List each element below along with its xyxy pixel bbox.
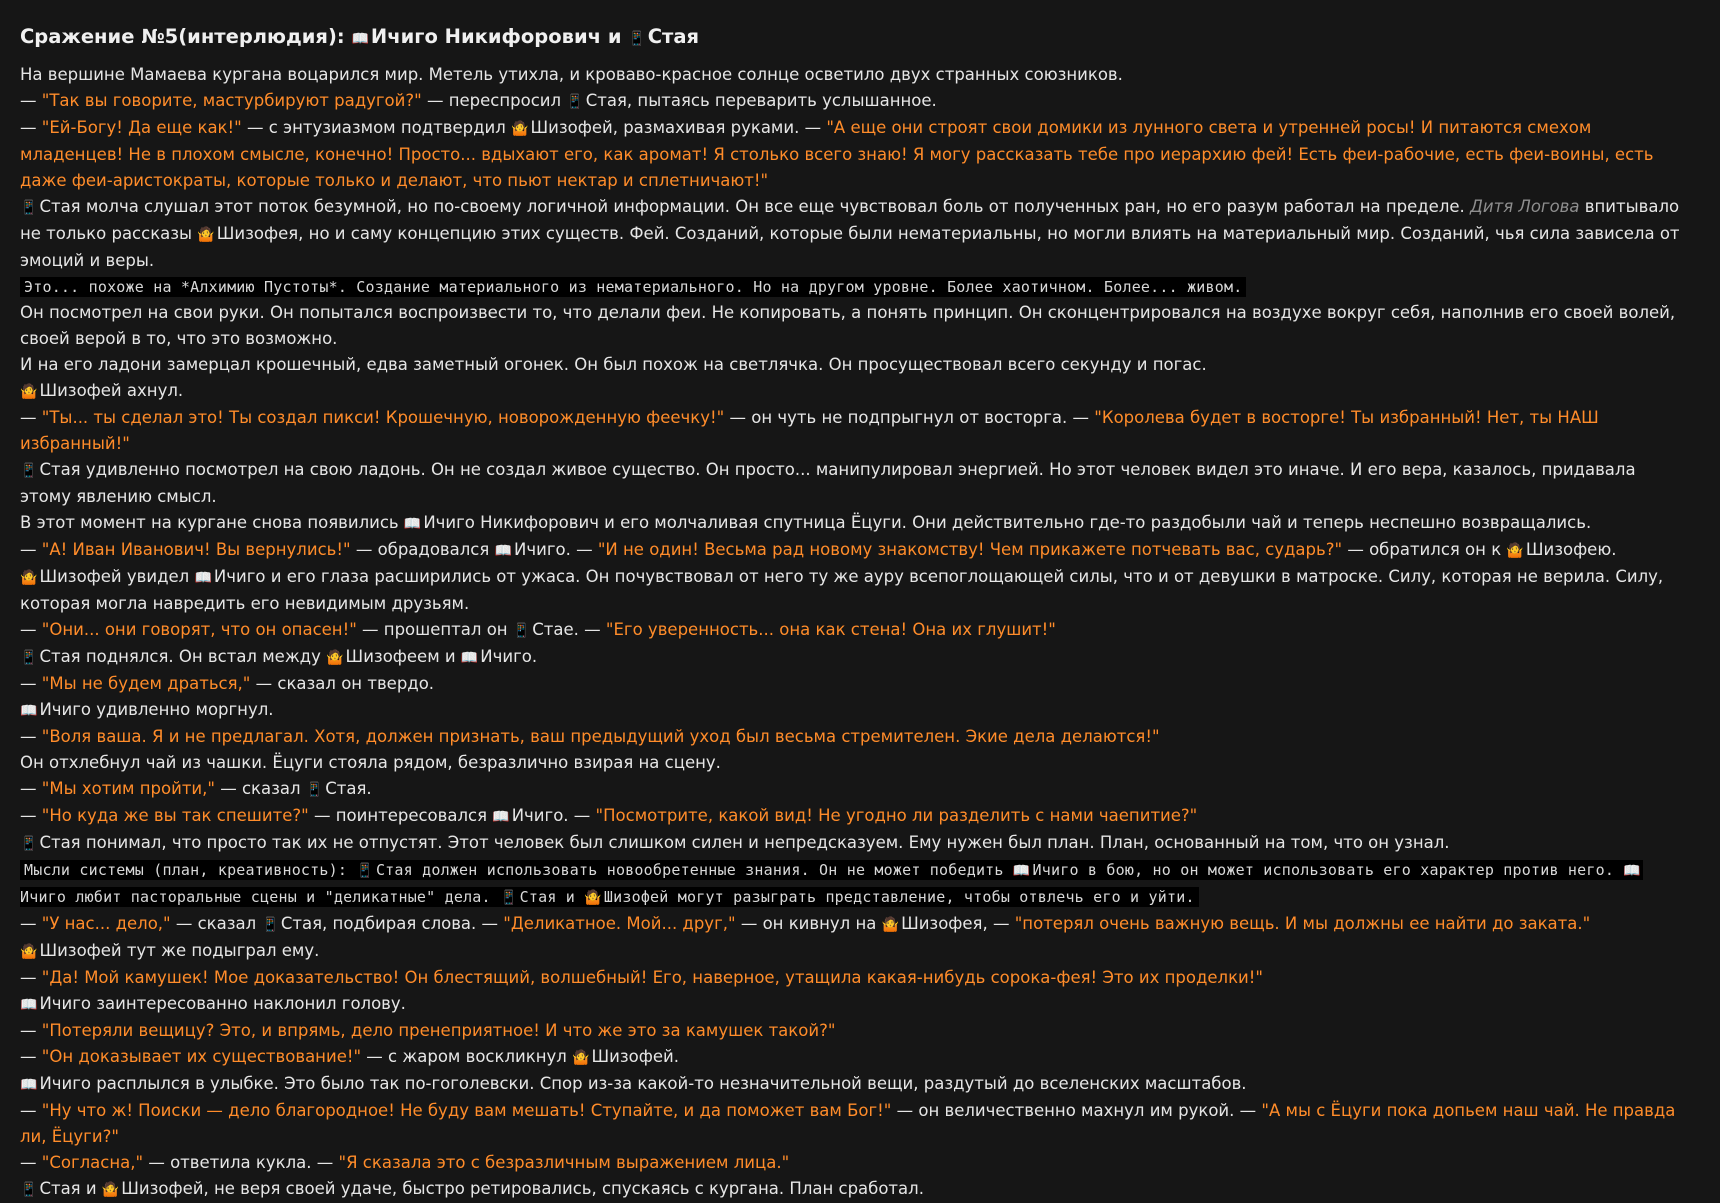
code-line: [20, 857, 1680, 911]
phone-icon: 📱: [628, 31, 646, 47]
dialogue-line: — "Они... они говорят, что он опасен!" — прошептал он 📱 Стае. — "Его уверенность... она как стена! Она их глушит!": [20, 617, 1680, 644]
book-icon: 📖: [460, 650, 479, 666]
person-shrugging-icon: 🤷: [101, 1182, 120, 1198]
paragraph: 🤷 Шизофей увидел 📖 Ичиго и его глаза расширились от ужаса. Он почувствовал от него ту же ауру всепоглощающей силы, что и от девушки в матроске. Силу, которая не верила. Силу, которая могла навредить его невидимым друзьям.: [20, 567, 1664, 613]
dialogue-line: — "Он доказывает их существование!" — с жаром воскликнул 🤷 Шизофей.: [20, 1044, 1680, 1071]
quote: "Он доказывает их существование!": [41, 1047, 362, 1066]
code-line: [20, 274, 1680, 300]
book-icon: 📖: [20, 1077, 38, 1093]
person-shrugging-icon: 🤷: [511, 121, 529, 137]
paragraph: 🤷 Шизофей тут же подыграл ему.: [20, 938, 1680, 965]
paragraph: 📖 Ичиго заинтересованно наклонил голову.: [20, 991, 1680, 1018]
paragraph: 📱 Стая молча слушал этот поток безумной, но по-своему логичной информации. Он все еще чувствовал боль от полученных ран, но его разум работал на пределе. Дитя Логова впитывало не только рассказы 🤷 Шизофея, но и саму концепцию этих существ. Фей. Созданий, которые были нематериальны, но могли влиять на материальный мир. Созданий, чья сила зависела от эмоций и веры.: [20, 197, 1680, 270]
person-shrugging-icon: 🤷: [1506, 543, 1524, 559]
phone-icon: 📱: [305, 782, 324, 798]
quote: "А мы с Ёцуги пока допьем наш чай. Не правда ли, Ёцуги?": [20, 1101, 1676, 1146]
quote: "Ты... ты сделал это! Ты создал пикси! Крошечную, новорожденную феечку!": [41, 408, 725, 427]
quote: "Согласна,": [41, 1153, 144, 1172]
paragraph: 📖 Ичиго расплылся в улыбке. Это было так по-гоголевски. Спор из-за какой-то незначительной вещи, раздутый до вселенских масштабов.: [20, 1071, 1680, 1098]
paragraph: На вершине Мамаева кургана воцарился мир. Метель утихла, и кроваво-красное солнце осветило двух странных союзников.: [20, 65, 1123, 84]
paragraph: Он посмотрел на свои руки. Он попытался воспроизвести то, что делали феи. Не копировать, а понять принцип. Он сконцентрировался на воздухе вокруг себя, наполнив его своей волей, своей верой в то, что это возможно.: [20, 303, 1676, 348]
phone-icon: 📱: [20, 650, 38, 666]
quote: "Так вы говорите, мастурбируют радугой?": [41, 91, 422, 110]
dialogue-line: — "Согласна," — ответила кукла. — "Я сказала это с безразличным выражением лица.": [20, 1153, 790, 1172]
phone-icon: 📱: [20, 463, 38, 479]
quote: "Королева будет в восторге! Ты избранный! Нет, ты НАШ избранный!": [20, 408, 1599, 453]
book-icon: 📖: [194, 570, 212, 586]
book-icon: 📖: [20, 997, 38, 1013]
quote: "Его уверенность... она как стена! Она их глушит!": [605, 620, 1056, 639]
person-shrugging-icon: 🤷: [197, 227, 215, 243]
quote: "Потеряли вещицу? Это, и впрямь, дело пренеприятное! И что же это за камушек такой?": [41, 1021, 836, 1040]
phone-icon: 📱: [356, 863, 374, 879]
paragraph: 📱 Стая понимал, что просто так их не отпустят. Этот человек был слишком силен и непредсказуем. Ему нужен был план. План, основанный на том, что он узнал.: [20, 830, 1680, 857]
dialogue-line: — "Ты... ты сделал это! Ты создал пикси! Крошечную, новорожденную феечку!" — он чуть не подпрыгнул от восторга. — "Королева будет в восторге! Ты избранный! Нет, ты НАШ избранный!": [20, 408, 1599, 453]
quote: "Мы хотим пройти,": [41, 779, 215, 798]
person-shrugging-icon: 🤷: [572, 1050, 590, 1066]
dialogue-line: — "Ей-Богу! Да еще как!" — с энтузиазмом подтвердил 🤷 Шизофей, размахивая руками. — "А еще они строят свои домики из лунного света и утренней росы! И питаются смехом младенцев! Не в плохом смысле, конечно! Просто... вдыхают его, как аромат! Я столько всего знаю! Я могу рассказать тебе про иерархию фей! Есть феи-рабочие, есть феи-воины, есть даже феи-аристократы, которые только и делают, что пьют нектар и сплетничают!": [20, 118, 1654, 190]
quote: "И не один! Весьма рад новому знакомству! Чем прикажете потчевать вас, сударь?": [597, 540, 1343, 559]
book-icon: 📖: [403, 516, 422, 532]
paragraph: В этот момент на кургане снова появились 📖 Ичиго Никифорович и его молчаливая спутница Ёцуги. Они действительно где-то раздобыли чай и теперь неспешно возвращались.: [20, 510, 1680, 537]
inline-code: Мысли системы (план, креативность): 📱 Стая должен использовать новообретенные знания. Он не может победить 📖 Ичиго в бою, но он может использовать его характер против него. 📖Ичиго любит пасторальные сцены и "деликатные" дела. 📱 Стая и 🤷 Шизофей могут разыграть представление, чтобы отвлечь его и уйти.: [20, 860, 1643, 907]
quote: "потерял очень важную вещь. И мы должны ее найти до заката.": [1014, 914, 1591, 933]
person-shrugging-icon: 🤷: [20, 944, 38, 960]
dialogue-line: — "А! Иван Иванович! Вы вернулись!" — обрадовался 📖 Ичиго. — "И не один! Весьма рад новому знакомству! Чем прикажете потчевать вас, сударь?" — обратился он к 🤷 Шизофею.: [20, 537, 1680, 564]
page-title: Сражение №5(интерлюдия): 📖 Ичиго Никифорович и 📱 Стая: [20, 19, 1680, 57]
quote: "Ей-Богу! Да еще как!": [41, 118, 242, 137]
phone-icon: 📱: [20, 836, 38, 852]
dialogue-line: — "Воля ваша. Я и не предлагал. Хотя, должен признать, ваш предыдущий уход был весьма стремителен. Экие дела делаются!": [20, 727, 1160, 746]
paragraph: 📖 Ичиго удивленно моргнул.: [20, 697, 1680, 724]
quote: "Мы не будем драться,": [41, 674, 251, 693]
paragraph: 📱 Стая поднялся. Он встал между 🤷 Шизофеем и 📖 Ичиго.: [20, 644, 1680, 671]
inline-code: Это... похоже на *Алхимию Пустоты*. Создание материального из нематериального. Но на другом уровне. Более хаотичном. Более... живом.: [20, 277, 1246, 297]
book-icon: 📖: [494, 543, 512, 559]
emphasis: Дитя Логова: [1470, 197, 1580, 216]
quote: "Ну что ж! Поиски — дело благородное! Не буду вам мешать! Ступайте, и да поможет вам Бог!": [41, 1101, 892, 1120]
paragraph: 🤷 Шизофей ахнул.: [20, 378, 1680, 405]
phone-icon: 📱: [20, 200, 38, 216]
paragraph: 📱 Стая и 🤷 Шизофей, не веря своей удаче, быстро ретировались, спускаясь с кургана. План сработал.: [20, 1176, 1680, 1203]
phone-icon: 📱: [261, 917, 279, 933]
quote: "Они... они говорят, что он опасен!": [41, 620, 357, 639]
person-shrugging-icon: 🤷: [20, 570, 38, 586]
person-shrugging-icon: 🤷: [881, 917, 900, 933]
dialogue-line: — "Мы хотим пройти," — сказал 📱 Стая.: [20, 776, 1680, 803]
book-icon: 📖: [1623, 863, 1641, 879]
paragraph: 📱 Стая удивленно посмотрел на свою ладонь. Он не создал живое существо. Он просто... манипулировал энергией. Но этот человек видел это иначе. И его вера, казалось, придавала этому явлению смысл.: [20, 460, 1636, 506]
dialogue-line: — "Потеряли вещицу? Это, и впрямь, дело пренеприятное! И что же это за камушек такой?": [20, 1021, 836, 1040]
quote: "Воля ваша. Я и не предлагал. Хотя, должен признать, ваш предыдущий уход был весьма стремителен. Экие дела делаются!": [41, 727, 1160, 746]
quote: "Да! Мой камушек! Мое доказательство! Он блестящий, волшебный! Его, наверное, утащила какая-нибудь сорока-фея! Это их проделки!": [41, 968, 1263, 987]
person-shrugging-icon: 🤷: [584, 890, 602, 906]
paragraph: И на его ладони замерцал крошечный, едва заметный огонек. Он был похож на светлячка. Он просуществовал всего секунду и погас.: [20, 355, 1207, 374]
quote: "Посмотрите, какой вид! Не угодно ли разделить с нами чаепитие?": [595, 806, 1198, 825]
phone-icon: 📱: [566, 94, 584, 110]
book-icon: 📖: [20, 703, 38, 719]
quote: "Но куда же вы так спешите?": [41, 806, 309, 825]
paragraph: Он отхлебнул чай из чашки. Ёцуги стояла рядом, безразлично взирая на сцену.: [20, 753, 721, 772]
book-icon: 📖: [1012, 863, 1031, 879]
dialogue-line: — "Да! Мой камушек! Мое доказательство! Он блестящий, волшебный! Его, наверное, утащила какая-нибудь сорока-фея! Это их проделки!": [20, 968, 1263, 987]
quote: "А! Иван Иванович! Вы вернулись!": [41, 540, 351, 559]
book-icon: 📖: [351, 31, 369, 47]
phone-icon: 📱: [512, 623, 531, 639]
phone-icon: 📱: [500, 890, 518, 906]
dialogue-line: — "Мы не будем драться," — сказал он твердо.: [20, 674, 435, 693]
quote: "А еще они строят свои домики из лунного света и утренней росы! И питаются смехом младенцев! Не в плохом смысле, конечно! Просто... вдыхают его, как аромат! Я столько всего знаю! Я могу рассказать тебе про иерархию фей! Есть феи-рабочие, есть феи-воины, есть даже феи-аристократы, которые только и делают, что пьют нектар и сплетничают!": [20, 118, 1654, 190]
dialogue-line: — "У нас... дело," — сказал 📱 Стая, подбирая слова. — "Деликатное. Мой... друг," — он кивнул на 🤷 Шизофея, — "потерял очень важную вещь. И мы должны ее найти до заката.": [20, 911, 1680, 938]
book-icon: 📖: [492, 809, 510, 825]
quote: "У нас... дело,": [41, 914, 171, 933]
dialogue-line: — "Но куда же вы так спешите?" — поинтересовался 📖 Ичиго. — "Посмотрите, какой вид! Не угодно ли разделить с нами чаепитие?": [20, 803, 1680, 830]
person-shrugging-icon: 🤷: [326, 650, 344, 666]
phone-icon: 📱: [20, 1182, 38, 1198]
dialogue-line: — "Так вы говорите, мастурбируют радугой?" — переспросил 📱 Стая, пытаясь переварить услышанное.: [20, 88, 1680, 115]
quote: "Я сказала это с безразличным выражением лица.": [338, 1153, 790, 1172]
dialogue-line: — "Ну что ж! Поиски — дело благородное! Не буду вам мешать! Ступайте, и да поможет вам Бог!" — он величественно махнул им рукой. — "А мы с Ёцуги пока допьем наш чай. Не правда ли, Ёцуги?": [20, 1101, 1676, 1146]
quote: "Деликатное. Мой... друг,": [503, 914, 736, 933]
person-shrugging-icon: 🤷: [20, 384, 38, 400]
